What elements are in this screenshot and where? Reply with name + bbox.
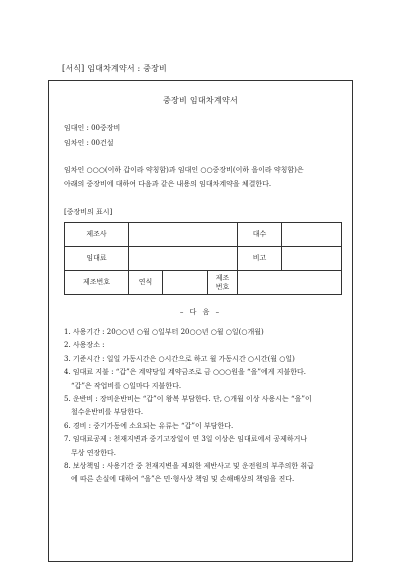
clause-line: 2. 사용장소 :: [64, 341, 105, 350]
clause-line: 5. 운반비 : 장비운반비는 “갑”이 왕복 부담한다. 단, ○개월 이상 사용시는 “을”이: [64, 395, 312, 404]
rent-value: [129, 247, 238, 271]
clause-item: [64, 460, 346, 487]
clause-line: 철수운반비를 부담한다.: [71, 408, 144, 417]
clause-line: 에 따른 손실에 대하여 “을”은 민·형사상 책임 및 손해배상의 책임을 진다.: [71, 475, 295, 484]
remarks-value: [282, 247, 342, 271]
clause-item: [64, 366, 346, 393]
year-value: [163, 271, 208, 295]
clause-item: [64, 353, 346, 366]
serial-label-line: 제조: [215, 273, 230, 282]
model-number-label: 제조번호: [65, 271, 129, 295]
clause-line: “갑”은 작업비를 ○일마다 지불한다.: [71, 381, 182, 390]
clause-line: 3. 기준시간 : 일일 가동시간은 ○시간으로 하고 월 가동시간 ○시간(월 ○일): [64, 354, 295, 363]
manufacturer-label: 제조사: [65, 223, 129, 247]
section-title: – 다 음 –: [179, 308, 222, 316]
clause-item: [64, 326, 346, 339]
clause-line: 1. 사용기간 : 20○○년 ○월 ○일부터 20○○년 ○월 ○일(○개월): [64, 328, 264, 336]
rent-label: 임대료: [65, 247, 129, 271]
clause-line: 6. 경비 : 중기가동에 소요되는 유류는 “갑”이 부담한다.: [64, 421, 234, 430]
clause-item: [64, 420, 346, 433]
serial-number-label: [208, 271, 238, 295]
contract-document: [48, 80, 353, 562]
manufacturer-value: [129, 223, 238, 247]
clause-list: [64, 326, 346, 487]
year-label: 연식: [129, 271, 163, 295]
quantity-value: [282, 223, 342, 247]
lessee-line: 임차인 : 00건설: [64, 139, 114, 147]
document-title: 중장비 임대차계약서: [162, 96, 239, 105]
clause-line: 8. 보상책임 : 사용기간 중 천재지변을 제외한 제반사고 및 운전원의 부주의한 취급: [64, 462, 314, 471]
preamble-line: 임차인 ○○○(이하 갑이라 약칭함)과 임대인 ○○중장비(이하 을이라 약칭함)은: [64, 166, 304, 174]
preamble-line: 아래의 중장비에 대하여 다음과 같은 내용의 임대차계약을 체결한다.: [64, 180, 272, 188]
clause-item: [64, 433, 346, 460]
serial-label-line: 번호: [215, 282, 230, 291]
preamble: [64, 163, 344, 191]
serial-number-value: [238, 271, 342, 295]
lessor-line: 임대인 : 00중장비: [64, 124, 121, 132]
clause-line: 무상 연장한다.: [71, 448, 117, 457]
quantity-label: 대수: [238, 223, 282, 247]
table-caption: [중장비의 표시]: [64, 208, 113, 216]
clause-line: 4. 임대료 지불 : “갑”은 계약당일 계약금조로 금 ○○○원을 “을”에게 지불한다.: [64, 368, 306, 377]
clause-item: [64, 393, 346, 420]
remarks-label: 비고: [238, 247, 282, 271]
clause-line: 7. 임대료공제 : 천재지변과 중기고장일이 연 3일 이상은 임대료에서 공제하거나: [64, 435, 308, 444]
clause-item: [64, 339, 346, 352]
form-label: [서식] 임대차계약서 : 중장비: [62, 64, 167, 73]
equipment-table: [64, 222, 342, 295]
